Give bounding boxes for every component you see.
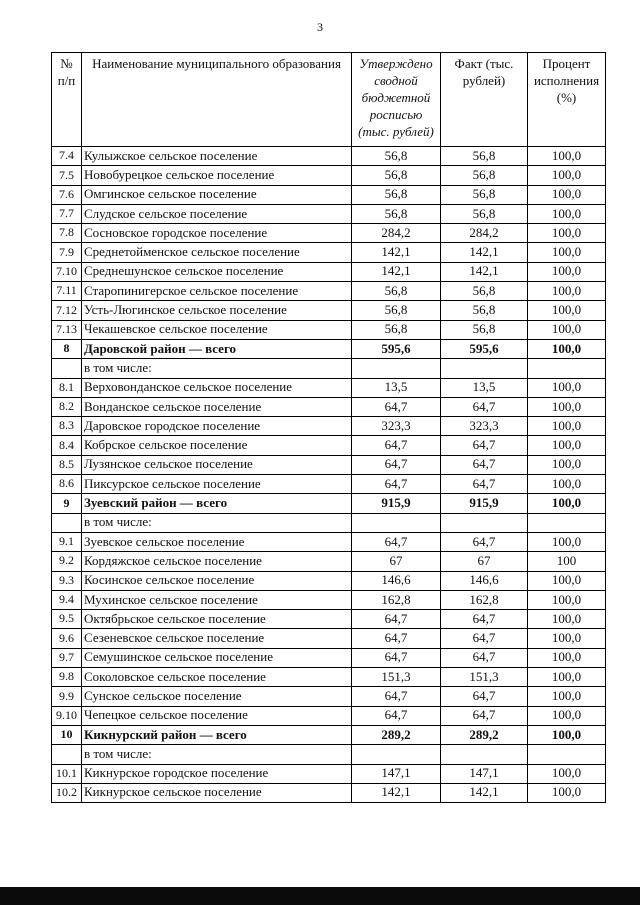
cell-percent: 100,0 bbox=[528, 147, 606, 166]
table-row bbox=[52, 224, 606, 243]
cell-percent: 100,0 bbox=[528, 764, 606, 783]
cell-fact: 13,5 bbox=[441, 378, 528, 397]
table-row bbox=[52, 513, 606, 532]
table-row bbox=[52, 783, 606, 802]
cell-fact: 146,6 bbox=[441, 571, 528, 590]
cell-name: Зуевское сельское поселение bbox=[82, 532, 352, 551]
cell-percent: 100,0 bbox=[528, 378, 606, 397]
cell-num: 8.4 bbox=[52, 436, 82, 455]
cell-approved: 64,7 bbox=[352, 455, 441, 474]
cell-approved: 56,8 bbox=[352, 147, 441, 166]
table-row bbox=[52, 378, 606, 397]
cell-name: Кордяжское сельское поселение bbox=[82, 552, 352, 571]
table-row bbox=[52, 262, 606, 281]
table-row bbox=[52, 629, 606, 648]
table-row bbox=[52, 147, 606, 166]
cell-name: Косинское сельское поселение bbox=[82, 571, 352, 590]
cell-approved: 284,2 bbox=[352, 224, 441, 243]
cell-num: 7.9 bbox=[52, 243, 82, 262]
cell-percent: 100,0 bbox=[528, 590, 606, 609]
cell-fact: 142,1 bbox=[441, 783, 528, 802]
header-approved: Утверждено сводной бюджетной росписью (тыс. рублей) bbox=[352, 53, 441, 147]
table-row bbox=[52, 359, 606, 378]
cell-name: Чекашевское сельское поселение bbox=[82, 320, 352, 339]
cell-name: Вонданское сельское поселение bbox=[82, 397, 352, 416]
cell-fact: 323,3 bbox=[441, 417, 528, 436]
table-row bbox=[52, 590, 606, 609]
cell-num: 9.8 bbox=[52, 668, 82, 687]
cell-percent: 100,0 bbox=[528, 783, 606, 802]
table-row bbox=[52, 610, 606, 629]
cell-name: Чепецкое сельское поселение bbox=[82, 706, 352, 725]
cell-name: в том числе: bbox=[82, 745, 352, 764]
cell-fact: 56,8 bbox=[441, 282, 528, 301]
cell-name: в том числе: bbox=[82, 359, 352, 378]
cell-approved: 64,7 bbox=[352, 436, 441, 455]
cell-num: 7.13 bbox=[52, 320, 82, 339]
cell-percent: 100,0 bbox=[528, 629, 606, 648]
cell-num: 9.4 bbox=[52, 590, 82, 609]
cell-percent: 100,0 bbox=[528, 494, 606, 513]
cell-num: 9.2 bbox=[52, 552, 82, 571]
cell-approved: 64,7 bbox=[352, 648, 441, 667]
cell-fact: 142,1 bbox=[441, 243, 528, 262]
cell-num: 7.10 bbox=[52, 262, 82, 281]
cell-approved: 13,5 bbox=[352, 378, 441, 397]
cell-num: 9.9 bbox=[52, 687, 82, 706]
cell-name: Кобрское сельское поселение bbox=[82, 436, 352, 455]
cell-name: Усть-Люгинское сельское поселение bbox=[82, 301, 352, 320]
table-row bbox=[52, 648, 606, 667]
cell-num: 8.3 bbox=[52, 417, 82, 436]
cell-fact: 64,7 bbox=[441, 475, 528, 494]
cell-num: 7.11 bbox=[52, 282, 82, 301]
cell-name: Сунское сельское поселение bbox=[82, 687, 352, 706]
cell-fact: 151,3 bbox=[441, 668, 528, 687]
cell-percent: 100,0 bbox=[528, 185, 606, 204]
cell-name: Слудское сельское поселение bbox=[82, 204, 352, 223]
cell-num: 9.5 bbox=[52, 610, 82, 629]
cell-approved bbox=[352, 359, 441, 378]
cell-name: Даровской район — всего bbox=[82, 339, 352, 358]
cell-name: Сосновское городское поселение bbox=[82, 224, 352, 243]
cell-num: 9.7 bbox=[52, 648, 82, 667]
cell-percent: 100,0 bbox=[528, 339, 606, 358]
cell-percent: 100,0 bbox=[528, 668, 606, 687]
header-row bbox=[52, 53, 606, 147]
cell-name: Зуевский район — всего bbox=[82, 494, 352, 513]
cell-percent: 100,0 bbox=[528, 224, 606, 243]
table-row bbox=[52, 243, 606, 262]
table-row bbox=[52, 320, 606, 339]
cell-fact: 64,7 bbox=[441, 610, 528, 629]
cell-fact: 162,8 bbox=[441, 590, 528, 609]
cell-percent: 100,0 bbox=[528, 532, 606, 551]
table-row bbox=[52, 552, 606, 571]
cell-approved: 151,3 bbox=[352, 668, 441, 687]
cell-fact: 915,9 bbox=[441, 494, 528, 513]
cell-approved: 147,1 bbox=[352, 764, 441, 783]
table-row bbox=[52, 282, 606, 301]
cell-fact: 289,2 bbox=[441, 725, 528, 744]
cell-fact: 56,8 bbox=[441, 301, 528, 320]
cell-num: 8.5 bbox=[52, 455, 82, 474]
header-num: № п/п bbox=[52, 53, 82, 147]
cell-fact: 147,1 bbox=[441, 764, 528, 783]
cell-num: 10.1 bbox=[52, 764, 82, 783]
cell-approved: 595,6 bbox=[352, 339, 441, 358]
cell-num: 9.6 bbox=[52, 629, 82, 648]
cell-num: 7.5 bbox=[52, 166, 82, 185]
table-row bbox=[52, 417, 606, 436]
cell-fact bbox=[441, 513, 528, 532]
cell-approved: 142,1 bbox=[352, 262, 441, 281]
cell-approved bbox=[352, 745, 441, 764]
cell-num: 10 bbox=[52, 725, 82, 744]
cell-num bbox=[52, 513, 82, 532]
cell-fact: 142,1 bbox=[441, 262, 528, 281]
cell-percent: 100,0 bbox=[528, 648, 606, 667]
budget-table bbox=[51, 52, 606, 803]
cell-percent: 100,0 bbox=[528, 610, 606, 629]
table-row bbox=[52, 764, 606, 783]
cell-name: Лузянское сельское поселение bbox=[82, 455, 352, 474]
cell-fact: 595,6 bbox=[441, 339, 528, 358]
district-total-row bbox=[52, 725, 606, 744]
scan-edge-bar bbox=[0, 887, 640, 905]
table-row bbox=[52, 301, 606, 320]
cell-fact: 64,7 bbox=[441, 436, 528, 455]
cell-num bbox=[52, 745, 82, 764]
cell-name: Сезеневское сельское поселение bbox=[82, 629, 352, 648]
cell-percent: 100,0 bbox=[528, 243, 606, 262]
table-row bbox=[52, 475, 606, 494]
cell-approved: 56,8 bbox=[352, 204, 441, 223]
table-row bbox=[52, 397, 606, 416]
table-row bbox=[52, 455, 606, 474]
cell-fact: 56,8 bbox=[441, 147, 528, 166]
cell-name: Кикнурское сельское поселение bbox=[82, 783, 352, 802]
table-row bbox=[52, 571, 606, 590]
cell-percent bbox=[528, 359, 606, 378]
cell-fact: 64,7 bbox=[441, 648, 528, 667]
table-row bbox=[52, 687, 606, 706]
cell-fact: 64,7 bbox=[441, 706, 528, 725]
cell-fact: 64,7 bbox=[441, 532, 528, 551]
table-body bbox=[52, 147, 606, 803]
cell-approved: 64,7 bbox=[352, 629, 441, 648]
cell-name: Омгинское сельское поселение bbox=[82, 185, 352, 204]
cell-approved: 289,2 bbox=[352, 725, 441, 744]
cell-num: 7.12 bbox=[52, 301, 82, 320]
cell-num: 7.7 bbox=[52, 204, 82, 223]
district-total-row bbox=[52, 339, 606, 358]
cell-fact: 64,7 bbox=[441, 687, 528, 706]
table-row bbox=[52, 745, 606, 764]
cell-name: Кулыжское сельское поселение bbox=[82, 147, 352, 166]
table-row bbox=[52, 436, 606, 455]
cell-approved: 56,8 bbox=[352, 166, 441, 185]
cell-name: Пиксурское сельское поселение bbox=[82, 475, 352, 494]
cell-fact: 56,8 bbox=[441, 204, 528, 223]
cell-percent: 100,0 bbox=[528, 455, 606, 474]
cell-percent: 100,0 bbox=[528, 320, 606, 339]
cell-num: 7.8 bbox=[52, 224, 82, 243]
cell-percent: 100,0 bbox=[528, 706, 606, 725]
cell-num: 8 bbox=[52, 339, 82, 358]
cell-percent: 100,0 bbox=[528, 687, 606, 706]
cell-num: 8.6 bbox=[52, 475, 82, 494]
page-number: 3 bbox=[317, 20, 323, 34]
cell-percent bbox=[528, 745, 606, 764]
cell-approved: 64,7 bbox=[352, 475, 441, 494]
table-row bbox=[52, 204, 606, 223]
cell-num: 8.2 bbox=[52, 397, 82, 416]
cell-approved: 64,7 bbox=[352, 610, 441, 629]
cell-num: 7.6 bbox=[52, 185, 82, 204]
cell-approved: 142,1 bbox=[352, 243, 441, 262]
cell-fact: 64,7 bbox=[441, 629, 528, 648]
cell-name: Кикнурский район — всего bbox=[82, 725, 352, 744]
cell-fact: 284,2 bbox=[441, 224, 528, 243]
cell-approved: 64,7 bbox=[352, 687, 441, 706]
cell-approved: 56,8 bbox=[352, 282, 441, 301]
cell-name: Даровское городское поселение bbox=[82, 417, 352, 436]
cell-fact: 64,7 bbox=[441, 397, 528, 416]
cell-num: 8.1 bbox=[52, 378, 82, 397]
table-row bbox=[52, 166, 606, 185]
cell-fact: 67 bbox=[441, 552, 528, 571]
cell-percent: 100,0 bbox=[528, 571, 606, 590]
header-percent: Процент исполнения (%) bbox=[528, 53, 606, 147]
cell-percent: 100 bbox=[528, 552, 606, 571]
header-name: Наименование муниципального образования bbox=[82, 53, 352, 147]
cell-name: Соколовское сельское поселение bbox=[82, 668, 352, 687]
cell-num: 9 bbox=[52, 494, 82, 513]
cell-name: Верховонданское сельское поселение bbox=[82, 378, 352, 397]
cell-num: 9.1 bbox=[52, 532, 82, 551]
cell-name: в том числе: bbox=[82, 513, 352, 532]
cell-approved bbox=[352, 513, 441, 532]
cell-approved: 64,7 bbox=[352, 397, 441, 416]
cell-percent: 100,0 bbox=[528, 166, 606, 185]
cell-num: 9.3 bbox=[52, 571, 82, 590]
cell-approved: 67 bbox=[352, 552, 441, 571]
cell-percent: 100,0 bbox=[528, 282, 606, 301]
cell-percent bbox=[528, 513, 606, 532]
cell-approved: 56,8 bbox=[352, 301, 441, 320]
cell-name: Старопинигерское сельское поселение bbox=[82, 282, 352, 301]
cell-percent: 100,0 bbox=[528, 204, 606, 223]
cell-percent: 100,0 bbox=[528, 417, 606, 436]
cell-approved: 64,7 bbox=[352, 706, 441, 725]
cell-fact: 56,8 bbox=[441, 166, 528, 185]
cell-approved: 64,7 bbox=[352, 532, 441, 551]
table-header bbox=[52, 53, 606, 147]
cell-name: Среднешунское сельское поселение bbox=[82, 262, 352, 281]
table-row bbox=[52, 185, 606, 204]
cell-approved: 323,3 bbox=[352, 417, 441, 436]
cell-percent: 100,0 bbox=[528, 397, 606, 416]
cell-name: Среднетойменское сельское поселение bbox=[82, 243, 352, 262]
district-total-row bbox=[52, 494, 606, 513]
cell-name: Кикнурское городское поселение bbox=[82, 764, 352, 783]
cell-fact bbox=[441, 745, 528, 764]
cell-num: 7.4 bbox=[52, 147, 82, 166]
cell-percent: 100,0 bbox=[528, 262, 606, 281]
table-row bbox=[52, 532, 606, 551]
cell-percent: 100,0 bbox=[528, 475, 606, 494]
cell-fact: 56,8 bbox=[441, 185, 528, 204]
cell-fact: 56,8 bbox=[441, 320, 528, 339]
cell-name: Новобурецкое сельское поселение bbox=[82, 166, 352, 185]
cell-percent: 100,0 bbox=[528, 725, 606, 744]
header-fact: Факт (тыс. рублей) bbox=[441, 53, 528, 147]
cell-percent: 100,0 bbox=[528, 301, 606, 320]
cell-approved: 162,8 bbox=[352, 590, 441, 609]
cell-fact bbox=[441, 359, 528, 378]
cell-percent: 100,0 bbox=[528, 436, 606, 455]
cell-approved: 56,8 bbox=[352, 185, 441, 204]
cell-name: Октябрьское сельское поселение bbox=[82, 610, 352, 629]
cell-num bbox=[52, 359, 82, 378]
cell-num: 9.10 bbox=[52, 706, 82, 725]
cell-num: 10.2 bbox=[52, 783, 82, 802]
cell-approved: 146,6 bbox=[352, 571, 441, 590]
table-row bbox=[52, 706, 606, 725]
cell-name: Мухинское сельское поселение bbox=[82, 590, 352, 609]
cell-fact: 64,7 bbox=[441, 455, 528, 474]
table-row bbox=[52, 668, 606, 687]
cell-name: Семушинское сельское поселение bbox=[82, 648, 352, 667]
cell-approved: 56,8 bbox=[352, 320, 441, 339]
cell-approved: 142,1 bbox=[352, 783, 441, 802]
cell-approved: 915,9 bbox=[352, 494, 441, 513]
